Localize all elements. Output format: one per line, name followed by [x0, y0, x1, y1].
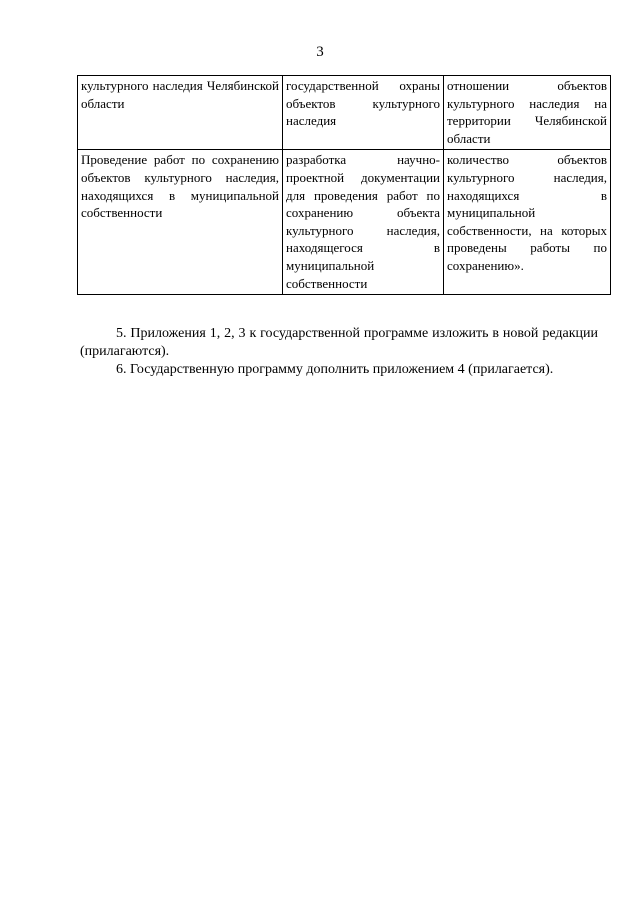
body-text [80, 325, 598, 379]
table-row [78, 76, 611, 150]
table-cell: отношении объектов культурного наследия на территории Челябинской области [444, 76, 611, 150]
page-number: 3 [316, 44, 324, 60]
table-cell: культурного наследия Челябинской области [78, 76, 283, 150]
paragraph-5: 5. Приложения 1, 2, 3 к государственной программе изложить в новой редакции (прилагаются). [80, 326, 598, 359]
table-cell: Проведение работ по сохранению объектов культурного наследия, находящихся в муниципальной собственности [78, 150, 283, 295]
table-cell: государственной охраны объектов культурного наследия [283, 76, 444, 150]
program-table [77, 75, 611, 295]
table-cell: разработка научно-проектной документации для проведения работ по сохранению объекта культурного наследия, находящегося в муниципальной собственности [283, 150, 444, 295]
table-row [78, 150, 611, 295]
paragraph-6: 6. Государственную программу дополнить приложением 4 (прилагается). [116, 362, 554, 377]
table-cell: количество объектов культурного наследия, находящихся в муниципальной собственности, на которых проведены работы по сохранению». [444, 150, 611, 295]
